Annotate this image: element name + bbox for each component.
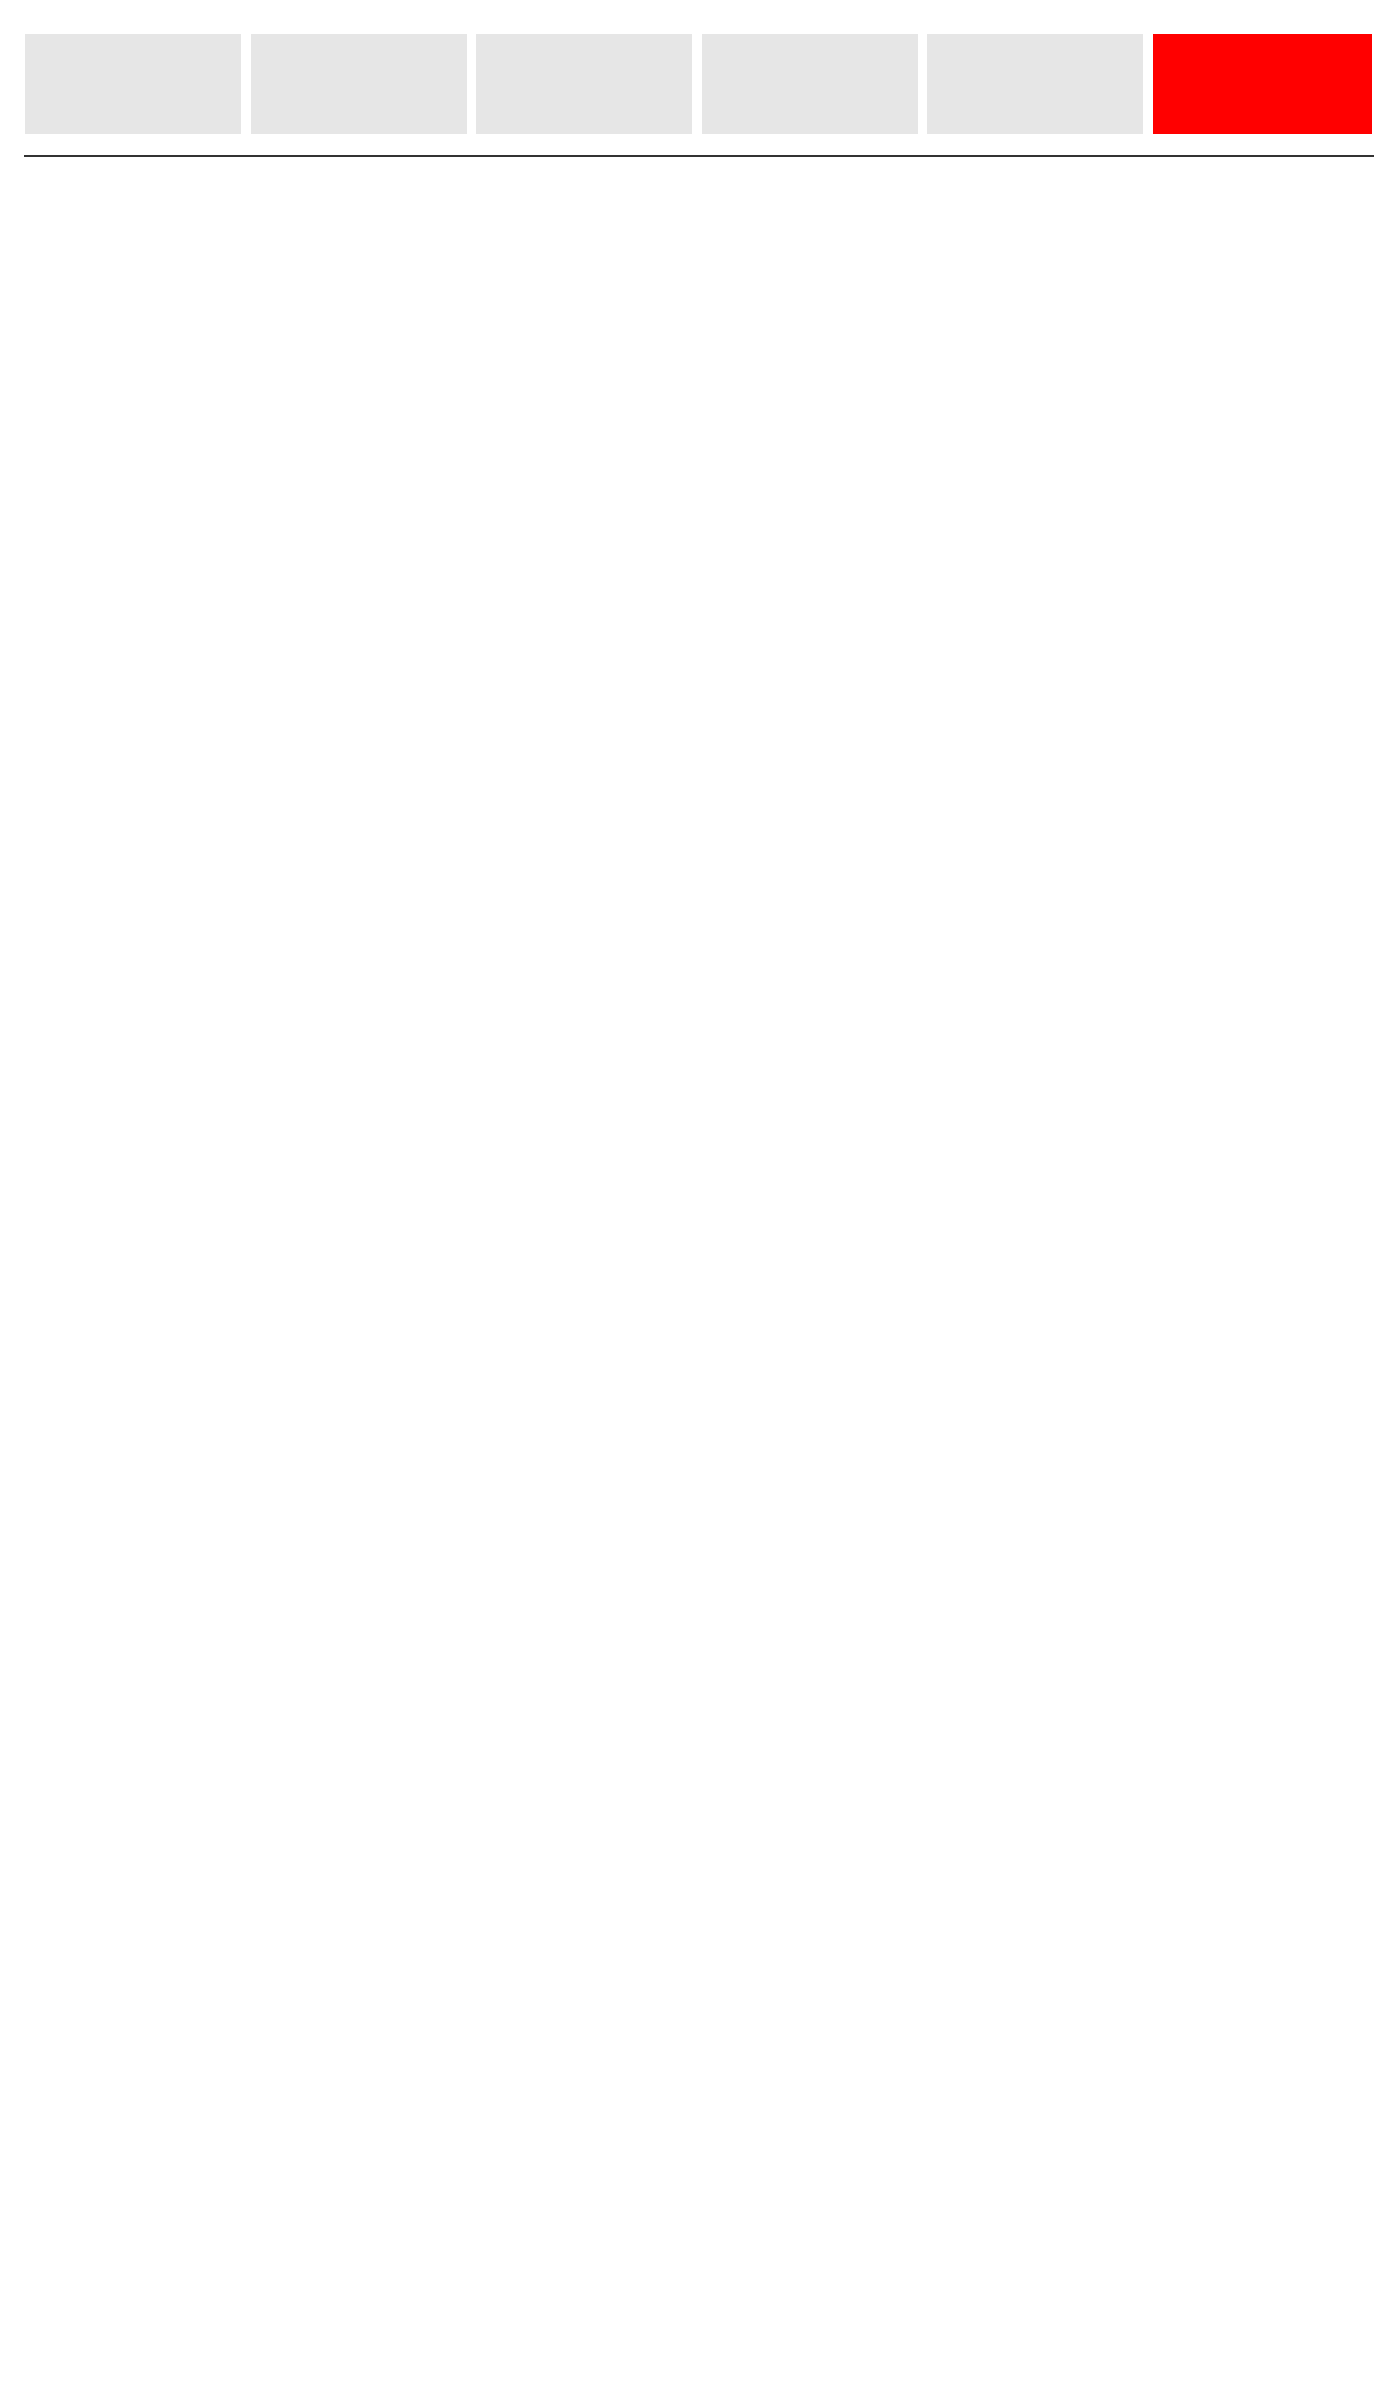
weekday-monday — [25, 34, 241, 134]
calendar-grid — [24, 155, 1374, 157]
weekday-friday — [927, 34, 1143, 134]
legend-activities-swatch — [55, 2318, 125, 2348]
legend-training-swatch — [279, 2318, 349, 2348]
weekday-header — [25, 34, 1372, 134]
weekday-saturday — [1153, 34, 1372, 134]
weekday-wednesday — [476, 34, 692, 134]
weekday-tuesday — [251, 34, 467, 134]
weekday-thursday — [702, 34, 918, 134]
